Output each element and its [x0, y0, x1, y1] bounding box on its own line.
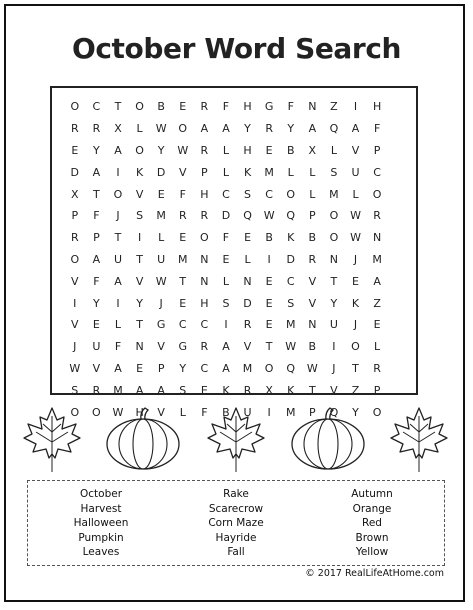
grid-letter: K [287, 383, 295, 397]
grid-letter: N [329, 252, 339, 266]
grid-letter: Y [136, 296, 143, 310]
grid-letter: M [285, 405, 296, 419]
grid-letter: E [265, 274, 273, 288]
grid-letter: E [352, 274, 359, 288]
grid-letter: Y [330, 296, 338, 310]
grid-letter: N [135, 340, 144, 354]
grid-letter: T [265, 340, 273, 354]
grid-letter: M [113, 383, 123, 397]
grid-letter: O [200, 231, 209, 245]
grid-letter: O [372, 405, 382, 419]
maple-leaf-icon [24, 408, 80, 472]
grid-letter: Z [351, 383, 360, 397]
grid-letter: E [136, 361, 144, 375]
grid-letter: S [222, 296, 230, 310]
grid-letter: I [116, 296, 120, 310]
grid-letter: D [156, 165, 166, 179]
word-item: Brown [355, 531, 389, 544]
grid-letter: X [71, 187, 79, 201]
grid-letter: V [157, 405, 165, 419]
grid-letter: V [135, 187, 144, 201]
grid-letter: I [267, 252, 271, 266]
grid-letter: T [136, 318, 143, 332]
grid-letter: R [373, 209, 381, 223]
grid-letter: M [329, 187, 339, 201]
grid-letter: T [308, 383, 316, 397]
grid-letter: Y [179, 361, 187, 375]
grid-letter: P [373, 143, 381, 157]
grid-letter: U [113, 252, 123, 266]
grid-letter: L [309, 187, 316, 201]
grid-row [64, 118, 388, 140]
grid-letter: H [200, 296, 209, 310]
grid-letter: W [155, 274, 167, 288]
grid-letter: Q [243, 209, 252, 223]
grid-letter: B [286, 143, 295, 157]
word-item: Red [362, 517, 382, 530]
grid-letter: F [287, 100, 294, 114]
word-item: Orange [352, 502, 392, 515]
grid-letter: H [243, 143, 252, 157]
grid-letter: T [179, 274, 187, 288]
grid-letter: G [178, 340, 188, 354]
grid-letter: J [353, 252, 358, 266]
grid-letter: U [329, 318, 338, 332]
pumpkin-icon [292, 405, 364, 469]
grid-row [64, 140, 388, 162]
grid-letter: J [73, 340, 77, 354]
grid-letter: T [330, 274, 338, 288]
grid-letter: W [155, 122, 167, 136]
grid-letter: W [263, 209, 275, 223]
grid-letter: L [179, 405, 186, 419]
grid-letter: Y [157, 143, 165, 157]
grid-letter: O [70, 252, 80, 266]
word-item: Halloween [73, 517, 129, 530]
grid-letter: C [222, 187, 230, 201]
grid-letter: A [351, 122, 360, 136]
grid-letter: F [93, 274, 100, 288]
grid-letter: M [242, 361, 253, 375]
grid-letter: D [70, 165, 80, 179]
grid-letter: L [114, 318, 122, 332]
grid-letter: S [330, 165, 338, 179]
word-item: Hayride [215, 531, 257, 544]
grid-letter: Y [93, 296, 100, 310]
grid-letter: C [200, 318, 209, 332]
grid-letter: E [265, 296, 273, 310]
grid-letter: R [70, 122, 79, 136]
grid-letter: A [92, 165, 101, 179]
grid-letter: L [222, 165, 230, 179]
grid-letter: U [157, 252, 166, 266]
grid-letter: E [222, 252, 230, 266]
grid-letter: L [330, 143, 337, 157]
grid-letter: R [373, 361, 381, 375]
word-item: Pumpkin [78, 531, 124, 544]
grid-row [64, 205, 388, 227]
grid-letter: P [309, 405, 316, 419]
grid-letter: I [353, 100, 358, 114]
grid-letter: L [136, 122, 143, 136]
letter-grid [64, 96, 388, 423]
grid-letter: U [351, 165, 360, 179]
grid-letter: R [243, 318, 252, 332]
grid-letter: L [158, 231, 165, 245]
grid-letter: P [201, 165, 208, 179]
grid-letter: F [373, 122, 381, 136]
grid-letter: F [222, 100, 230, 114]
grid-letter: L [287, 165, 294, 179]
grid-letter: I [137, 231, 142, 245]
grid-letter: A [373, 274, 381, 288]
grid-letter: V [243, 340, 252, 354]
grid-letter: M [264, 165, 274, 179]
grid-letter: Y [287, 122, 295, 136]
grid-letter: J [159, 296, 163, 310]
word-list-box [27, 480, 445, 566]
grid-letter: N [308, 100, 317, 114]
grid-letter: V [308, 296, 317, 310]
grid-letter: K [135, 165, 144, 179]
grid-row [64, 96, 388, 118]
grid-letter: E [179, 100, 187, 114]
grid-letter: A [222, 340, 230, 354]
grid-letter: Q [286, 209, 296, 223]
grid-letter: X [308, 143, 317, 157]
grid-letter: A [308, 122, 317, 136]
grid-letter: X [265, 383, 273, 397]
pumpkin-icon [107, 405, 179, 469]
grid-row [64, 336, 388, 358]
grid-letter: R [308, 252, 317, 266]
grid-letter: P [71, 209, 79, 223]
grid-letter: O [135, 143, 144, 157]
grid-letter: P [373, 383, 381, 397]
grid-letter: B [265, 231, 273, 245]
grid-letter: N [200, 274, 209, 288]
grid-letter: N [372, 231, 382, 245]
grid-letter: V [71, 274, 79, 288]
word-column-3 [334, 487, 410, 560]
grid-letter: O [329, 209, 339, 223]
grid-letter: P [93, 231, 100, 245]
grid-letter: I [73, 296, 77, 310]
grid-letter: A [222, 122, 230, 136]
grid-letter: H [243, 100, 252, 114]
word-item: Corn Maze [208, 517, 264, 530]
grid-letter: T [352, 361, 359, 375]
grid-letter: O [92, 405, 101, 419]
grid-letter: E [265, 318, 273, 332]
grid-letter: S [136, 209, 144, 223]
grid-letter: R [265, 122, 273, 136]
grid-letter: I [267, 405, 271, 419]
grid-letter: Y [352, 405, 359, 419]
grid-row [64, 161, 388, 183]
grid-letter: J [332, 361, 336, 375]
grid-letter: R [243, 383, 252, 397]
grid-letter: R [92, 383, 101, 397]
grid-letter: K [243, 165, 252, 179]
grid-letter: Y [244, 122, 251, 136]
grid-letter: W [177, 143, 189, 157]
grid-letter: W [350, 231, 361, 245]
grid-letter: E [244, 231, 252, 245]
grid-letter: E [179, 296, 187, 310]
grid-letter: L [244, 252, 251, 266]
grid-letter: W [306, 361, 318, 375]
grid-letter: F [201, 405, 208, 419]
grid-row [64, 249, 388, 271]
grid-letter: A [222, 361, 230, 375]
grid-letter: O [329, 231, 339, 245]
word-column-2 [198, 487, 274, 560]
grid-letter: F [93, 209, 100, 223]
grid-letter: R [92, 122, 101, 136]
grid-row [64, 358, 388, 380]
grid-letter: L [222, 143, 230, 157]
maple-leaf-icon [208, 405, 264, 472]
grid-letter: G [264, 100, 274, 114]
grid-letter: B [157, 100, 165, 114]
grid-letter: A [135, 383, 144, 397]
grid-letter: A [114, 274, 122, 288]
grid-letter: X [114, 122, 122, 136]
grid-letter: Q [329, 405, 339, 419]
grid-letter: R [178, 209, 187, 223]
grid-letter: T [93, 187, 100, 201]
grid-letter: V [351, 143, 360, 157]
grid-letter: H [135, 405, 144, 419]
word-item: Harvest [80, 502, 122, 515]
grid-letter: A [114, 361, 122, 375]
grid-letter: W [69, 361, 81, 375]
word-item: Leaves [82, 546, 120, 559]
grid-letter: O [135, 100, 144, 114]
grid-letter: D [221, 209, 231, 223]
grid-letter: J [116, 209, 120, 223]
grid-letter: Y [93, 143, 100, 157]
grid-letter: H [200, 187, 209, 201]
page-title: October Word Search [71, 32, 402, 65]
grid-letter: A [114, 143, 122, 157]
word-item: Fall [227, 546, 245, 559]
decoration-strip [0, 404, 473, 474]
grid-letter: W [350, 209, 361, 223]
maple-leaf-icon [391, 408, 447, 472]
grid-row [64, 183, 388, 205]
grid-letter: P [309, 209, 316, 223]
grid-letter: C [178, 318, 187, 332]
grid-letter: F [222, 231, 230, 245]
grid-letter: O [70, 100, 80, 114]
grid-letter: E [157, 187, 165, 201]
grid-letter: R [200, 340, 209, 354]
grid-letter: V [92, 361, 101, 375]
grid-letter: K [351, 296, 360, 310]
grid-letter: L [309, 165, 316, 179]
grid-letter: V [330, 383, 338, 397]
grid-letter: J [353, 318, 358, 332]
grid-row [64, 292, 388, 314]
grid-row [64, 227, 388, 249]
grid-letter: I [224, 318, 228, 332]
grid-letter: C [200, 361, 209, 375]
copyright-text: © 2017 RealLifeAtHome.com [305, 568, 444, 579]
grid-letter: M [178, 252, 188, 266]
grid-letter: N [308, 318, 317, 332]
grid-letter: U [243, 405, 252, 419]
word-item: Scarecrow [208, 502, 264, 515]
grid-letter: N [243, 274, 252, 288]
grid-letter: K [287, 231, 295, 245]
grid-row [64, 379, 388, 401]
grid-letter: I [116, 165, 120, 179]
grid-letter: C [286, 274, 295, 288]
grid-letter: R [200, 100, 209, 114]
grid-letter: A [92, 252, 101, 266]
grid-letter: R [200, 209, 209, 223]
grid-letter: E [92, 318, 100, 332]
grid-letter: H [372, 100, 382, 114]
grid-letter: C [92, 100, 101, 114]
grid-letter: Z [373, 296, 381, 310]
grid-letter: I [332, 340, 336, 354]
grid-letter: A [200, 122, 209, 136]
grid-letter: K [222, 383, 230, 397]
grid-letter: F [179, 187, 186, 201]
grid-letter: O [351, 340, 360, 354]
grid-letter: W [112, 405, 124, 419]
grid-letter: R [70, 231, 79, 245]
word-item: October [79, 488, 123, 500]
grid-letter: O [178, 122, 188, 136]
grid-row [64, 314, 388, 336]
grid-letter: D [286, 252, 295, 266]
grid-letter: S [71, 383, 79, 397]
grid-letter: S [244, 187, 252, 201]
grid-letter: E [373, 318, 381, 332]
grid-letter: S [179, 383, 187, 397]
grid-letter: W [285, 340, 297, 354]
grid-letter: O [286, 187, 296, 201]
grid-letter: V [308, 274, 317, 288]
grid-letter: C [373, 165, 381, 179]
grid-letter: L [352, 187, 359, 201]
grid-letter: M [372, 252, 382, 266]
grid-letter: U [92, 340, 101, 354]
grid-letter: O [70, 405, 80, 419]
grid-letter: N [200, 252, 209, 266]
grid-letter: O [264, 361, 274, 375]
grid-letter: S [287, 296, 295, 310]
grid-letter: Q [329, 122, 339, 136]
grid-row [64, 270, 388, 292]
grid-letter: F [114, 340, 122, 354]
grid-letter: O [372, 187, 382, 201]
grid-letter: O [113, 187, 123, 201]
grid-letter: G [156, 318, 166, 332]
grid-letter: T [114, 231, 122, 245]
grid-letter: C [265, 187, 273, 201]
grid-letter: V [135, 274, 144, 288]
word-item: Rake [223, 488, 249, 500]
grid-letter: B [308, 231, 317, 245]
grid-letter: E [179, 231, 187, 245]
grid-letter: T [136, 252, 143, 266]
grid-letter: Z [330, 100, 338, 114]
word-column-1 [63, 487, 139, 560]
grid-letter: B [222, 405, 230, 419]
grid-letter: V [157, 340, 165, 354]
grid-letter: D [243, 296, 252, 310]
word-item: Yellow [355, 546, 389, 559]
grid-letter: V [179, 165, 187, 179]
grid-letter: L [222, 274, 230, 288]
letter-grid-box [50, 86, 418, 419]
grid-letter: R [200, 143, 209, 157]
grid-letter: M [156, 209, 166, 223]
grid-letter: E [200, 383, 208, 397]
grid-letter: Q [286, 361, 296, 375]
grid-letter: A [157, 383, 165, 397]
grid-letter: L [374, 340, 381, 354]
grid-letter: E [265, 143, 273, 157]
grid-letter: B [308, 340, 317, 354]
grid-letter: E [71, 143, 79, 157]
word-item: Autumn [351, 488, 393, 500]
grid-letter: P [157, 361, 165, 375]
grid-letter: T [114, 100, 122, 114]
grid-letter: M [285, 318, 296, 332]
grid-letter: V [71, 318, 79, 332]
